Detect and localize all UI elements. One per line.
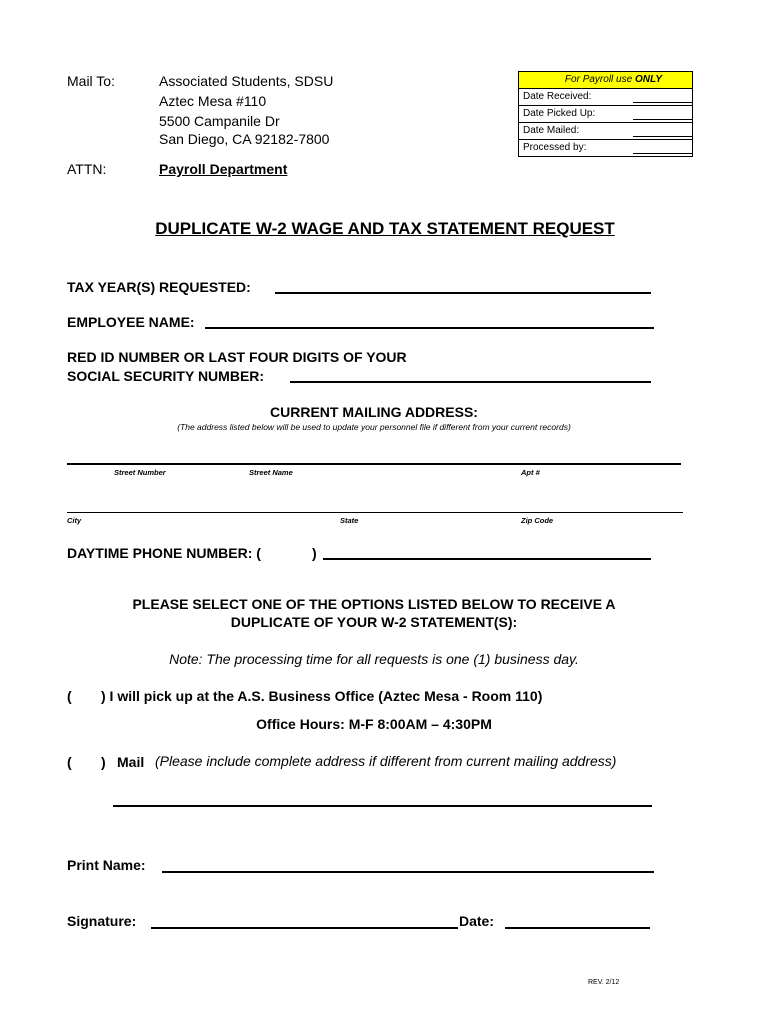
street-number-label: Street Number (114, 468, 166, 477)
mail-address-line-1: Associated Students, SDSU (159, 73, 334, 89)
revision-label: REV. 2/12 (588, 979, 620, 986)
mailing-address-heading: CURRENT MAILING ADDRESS: (270, 404, 478, 420)
tax-year-field[interactable] (275, 292, 651, 294)
red-id-field[interactable] (290, 381, 651, 383)
office-hours: Office Hours: M-F 8:00AM – 4:30PM (256, 716, 492, 732)
mail-checkbox[interactable]: ( (67, 754, 72, 770)
payroll-use-box (518, 71, 693, 157)
pickup-option-text: ) I will pick up at the A.S. Business Office (Aztec Mesa - Room 110) (101, 688, 543, 704)
date-field[interactable] (505, 927, 650, 929)
payroll-row-label: Processed by: (523, 142, 587, 153)
zip-code-label: Zip Code (521, 516, 554, 525)
mail-option-note: (Please include complete address if different from current mailing address) (155, 753, 617, 769)
payroll-row-field[interactable] (633, 89, 692, 105)
mail-address-line-2: Aztec Mesa #110 (159, 93, 267, 109)
city-label: City (67, 516, 82, 525)
payroll-box-header-text: For Payroll use (564, 74, 633, 85)
mail-address-field[interactable] (113, 805, 652, 807)
phone-area-close: ) (312, 545, 317, 561)
date-label: Date: (459, 913, 495, 929)
processing-time-note: Note: The processing time for all requests is one (1) business day. (169, 651, 579, 667)
mail-address-line-4: San Diego, CA 92182-7800 (159, 131, 330, 147)
pickup-checkbox[interactable]: ( (67, 688, 72, 704)
mail-address-line-3: 5500 Campanile Dr (159, 113, 280, 129)
payroll-box-header (519, 72, 692, 89)
options-heading-line-1: PLEASE SELECT ONE OF THE OPTIONS LISTED BELOW TO RECEIVE A (132, 596, 616, 612)
payroll-row-date-mailed (519, 123, 692, 140)
payroll-row-label: Date Received: (523, 91, 592, 102)
payroll-box-header-only: ONLY (634, 74, 662, 85)
attn-label: ATTN: (67, 161, 107, 177)
mail-to-label: Mail To: (67, 73, 115, 89)
payroll-row-field[interactable] (633, 106, 692, 122)
print-name-label: Print Name: (67, 857, 146, 873)
options-heading-line-2: DUPLICATE OF YOUR W-2 STATEMENT(S): (230, 614, 518, 630)
payroll-row-field[interactable] (633, 123, 692, 139)
signature-label: Signature: (67, 913, 137, 929)
red-id-label-line-1: RED ID NUMBER OR LAST FOUR DIGITS OF YOUR (67, 349, 407, 365)
phone-label: DAYTIME PHONE NUMBER: ( (67, 545, 261, 561)
phone-field[interactable] (323, 558, 651, 560)
payroll-row-date-picked-up (519, 106, 692, 123)
apt-label: Apt # (521, 468, 540, 477)
state-label: State (340, 516, 359, 525)
payroll-row-processed-by (519, 140, 692, 156)
attn-department: Payroll Department (159, 161, 288, 177)
payroll-row-date-received (519, 89, 692, 106)
employee-name-label: EMPLOYEE NAME: (67, 314, 195, 330)
mailing-address-note: (The address listed below will be used to update your personnel file if different from your current records) (177, 422, 571, 432)
employee-name-field[interactable] (205, 327, 654, 329)
street-address-field[interactable] (67, 463, 681, 465)
mail-checkbox-close: ) (101, 754, 106, 770)
tax-year-label: TAX YEAR(S) REQUESTED: (67, 279, 251, 295)
payroll-row-field[interactable] (633, 140, 692, 156)
red-id-label-line-2: SOCIAL SECURITY NUMBER: (67, 368, 265, 384)
form-title: DUPLICATE W-2 WAGE AND TAX STATEMENT REQUEST (155, 219, 615, 238)
city-state-zip-field[interactable] (67, 512, 683, 513)
mail-option-label: Mail (117, 754, 145, 770)
payroll-row-label: Date Picked Up: (523, 108, 596, 119)
print-name-field[interactable] (162, 871, 654, 873)
signature-field[interactable] (151, 927, 458, 929)
payroll-row-label: Date Mailed: (523, 125, 580, 136)
street-name-label: Street Name (249, 468, 293, 477)
